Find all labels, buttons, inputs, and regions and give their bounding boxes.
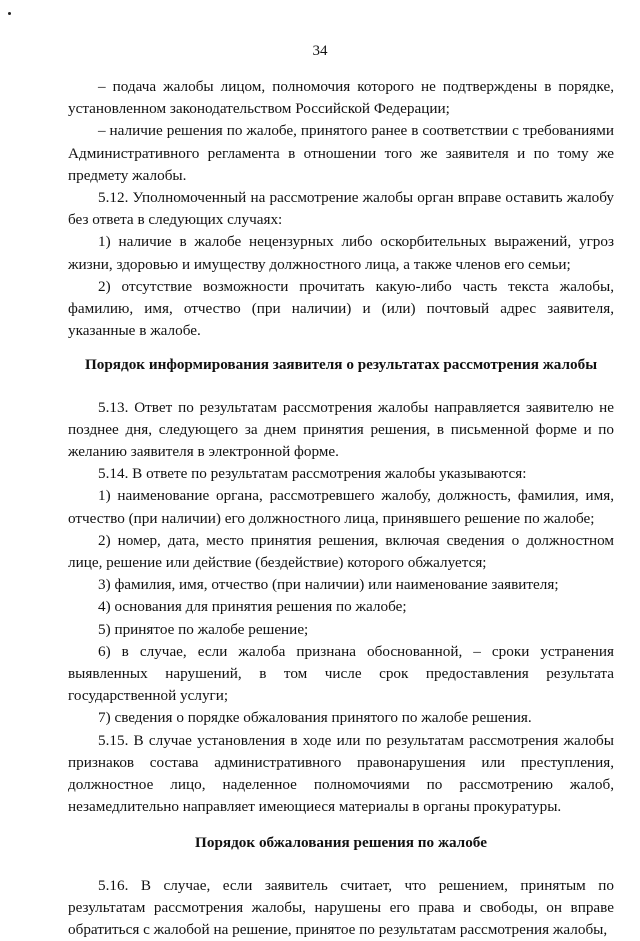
- section-heading-appeal: Порядок обжалования решения по жалобе: [195, 833, 487, 851]
- paragraph-5-15: 5.15. В случае установления в ходе или по результатам рассмотрения жалобы признаков состава административного правонарушения или преступления, должностное лицо, наделенное полномочиями по рассмотрению жалоб, незамедлительно направляет имеющиеся материалы в органы прокуратуры.: [68, 731, 614, 816]
- paragraph-5-12-item-1: 1) наличие в жалобе нецензурных либо оскорбительных выражений, угроз жизни, здоровью и имуществу должностного лица, а также членов его семьи;: [68, 233, 614, 273]
- paragraph-5-14-item-5: 5) принятое по жалобе решение;: [98, 620, 309, 638]
- paragraph-dash-2: – наличие решения по жалобе, принятого ранее в соответствии с требованиями Административного регламента в отношении того же заявителя и по тому же предмету жалобы.: [68, 122, 614, 184]
- paragraph-5-14-item-4: 4) основания для принятия решения по жалобе;: [98, 598, 407, 616]
- paragraph-5-14-item-2: 2) номер, дата, место принятия решения, включая сведения о должностном лице, решение или действие (бездействие) которого обжалуется;: [68, 531, 614, 572]
- document-body: [68, 76, 614, 941]
- paragraph-5-14-item-6: 6) в случае, если жалоба признана обоснованной, – сроки устранения выявленных нарушений, в том числе срок предоставления результата государственной услуги;: [68, 642, 614, 705]
- paragraph-5-14-item-1: 1) наименование органа, рассмотревшего жалобу, должность, фамилия, имя, отчество (при наличии) его должностного лица, принявшего решение по жалобе;: [68, 487, 614, 527]
- page-number: 34: [312, 43, 328, 59]
- section-heading-informing: Порядок информирования заявителя о результатах рассмотрения жалобы: [84, 356, 598, 374]
- paragraph-5-12: 5.12. Уполномоченный на рассмотрение жалобы орган вправе оставить жалобу без ответа в следующих случаях:: [68, 189, 614, 229]
- scan-speck: [8, 12, 11, 15]
- paragraph-5-13: 5.13. Ответ по результатам рассмотрения жалобы направляется заявителю не позднее дня, следующего за днем принятия решения, в письменной форме и по желанию заявителя в электронной форме.: [68, 398, 614, 461]
- paragraph-5-16: 5.16. В случае, если заявитель считает, что решением, принятым по результатам рассмотрения жалобы, нарушены его права и свободы, он вправе обратиться с жалобой на решение, принятое по результатам рассмотрения жалобы,: [68, 876, 614, 939]
- paragraph-5-14: 5.14. В ответе по результатам рассмотрения жалобы указываются:: [98, 465, 527, 483]
- paragraph-dash-1: – подача жалобы лицом, полномочия которого не подтверждены в порядке, установленном законодательством Российской Федерации;: [68, 78, 614, 118]
- paragraph-5-12-item-2: 2) отсутствие возможности прочитать какую-либо часть текста жалобы, фамилию, имя, отчество (при наличии) и (или) почтовый адрес заявителя, указанные в жалобе.: [68, 277, 614, 340]
- paragraph-5-14-item-3: 3) фамилия, имя, отчество (при наличии) или наименование заявителя;: [98, 576, 559, 594]
- paragraph-5-14-item-7: 7) сведения о порядке обжалования принятого по жалобе решения.: [98, 709, 532, 727]
